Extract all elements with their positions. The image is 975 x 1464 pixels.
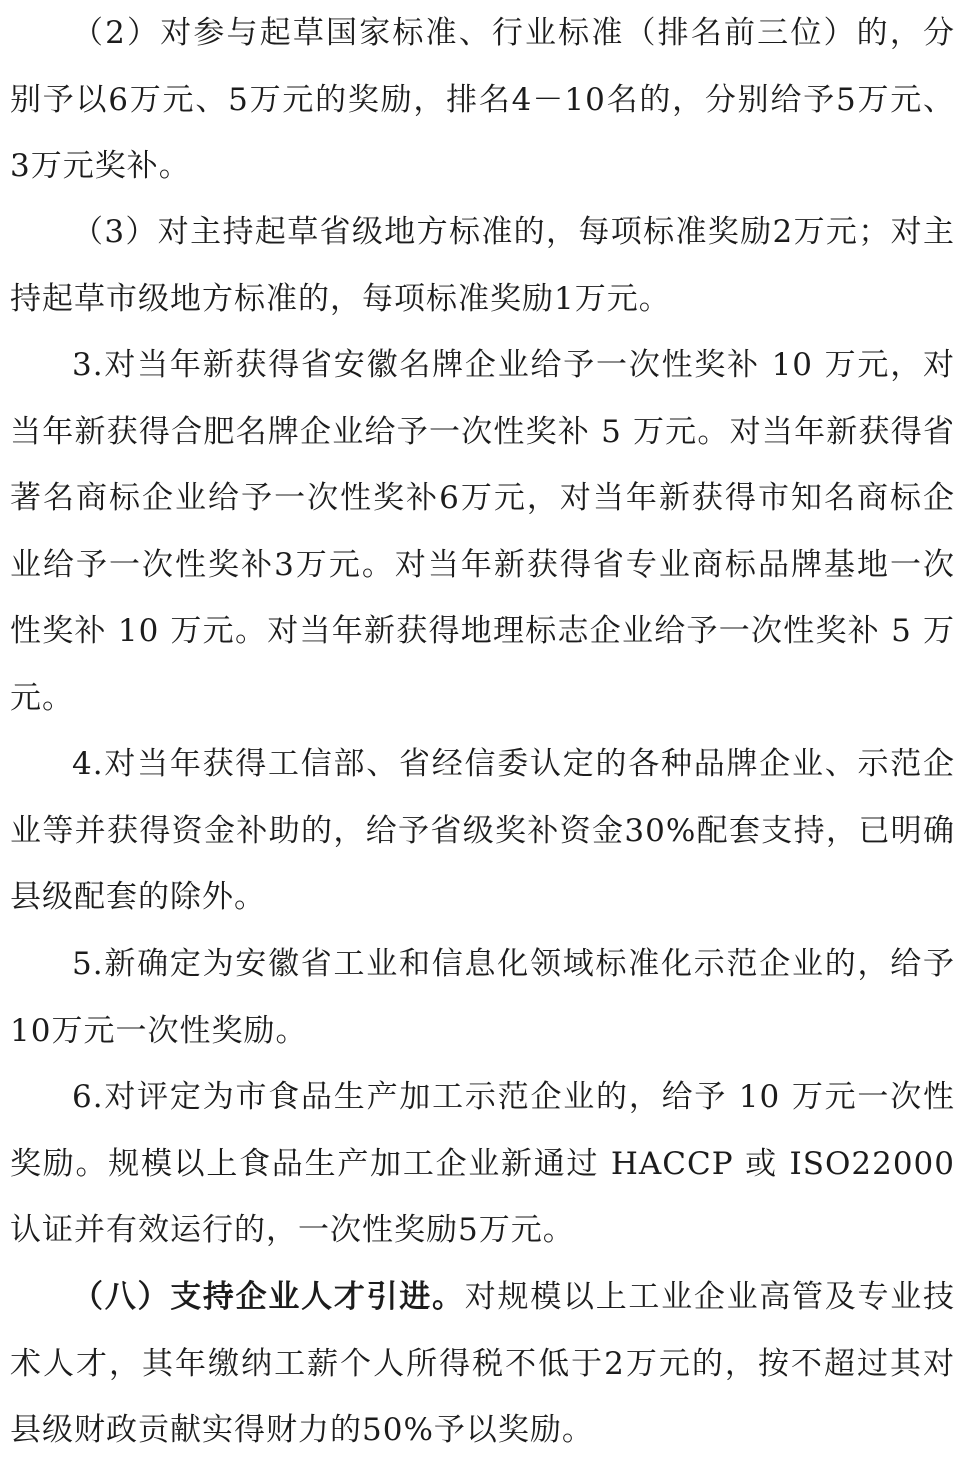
paragraph-text: 6.对评定为市食品生产加工示范企业的，给予 10 万元一次性奖励。规模以上食品生产加工企业新通过 HACCP 或 ISO22000 认证并有效运行的，一次性奖励5万元。	[10, 1079, 955, 1248]
paragraph-text: 4.对当年获得工信部、省经信委认定的各种品牌企业、示范企业等并获得资金补助的，给予省级奖补资金30%配套支持，已明确县级配套的除外。	[10, 746, 955, 915]
paragraph-matching-support	[10, 731, 955, 931]
paragraph-standardization-demo	[10, 931, 955, 1064]
paragraph-brand-awards	[10, 332, 955, 731]
paragraph-3-local-standards	[10, 199, 955, 332]
section-heading: （八）支持企业人才引进。	[72, 1279, 465, 1315]
paragraph-text: 对规模以上工业企业高管及专业技术人才，其年缴纳工薪个人所得税不低于2万元的，按不超过其对县级财政贡献实得财力的50%予以奖励。	[10, 1279, 956, 1448]
paragraph-2-national-standards	[10, 0, 955, 200]
paragraph-talent-introduction	[10, 1264, 955, 1464]
paragraph-food-processing	[10, 1064, 955, 1264]
paragraph-text: 5.新确定为安徽省工业和信息化领域标准化示范企业的，给予10万元一次性奖励。	[10, 946, 955, 1049]
paragraph-text: 3.对当年新获得省安徽名牌企业给予一次性奖补 10 万元，对当年新获得合肥名牌企业给予一次性奖补 5 万元。对当年新获得省著名商标企业给予一次性奖补6万元，对当年新获得市知名商标企业给予一次性奖补3万元。对当年新获得省专业商标品牌基地一次性奖补 10 万元。对当年新获得地理标志企业给予一次性奖补 5 万元。	[10, 347, 955, 716]
paragraph-text: （2）对参与起草国家标准、行业标准（排名前三位）的，分别予以6万元、5万元的奖励，排名4－10名的，分别给予5万元、3万元奖补。	[10, 15, 955, 184]
paragraph-text: （3）对主持起草省级地方标准的，每项标准奖励2万元；对主持起草市级地方标准的，每项标准奖励1万元。	[10, 214, 955, 317]
